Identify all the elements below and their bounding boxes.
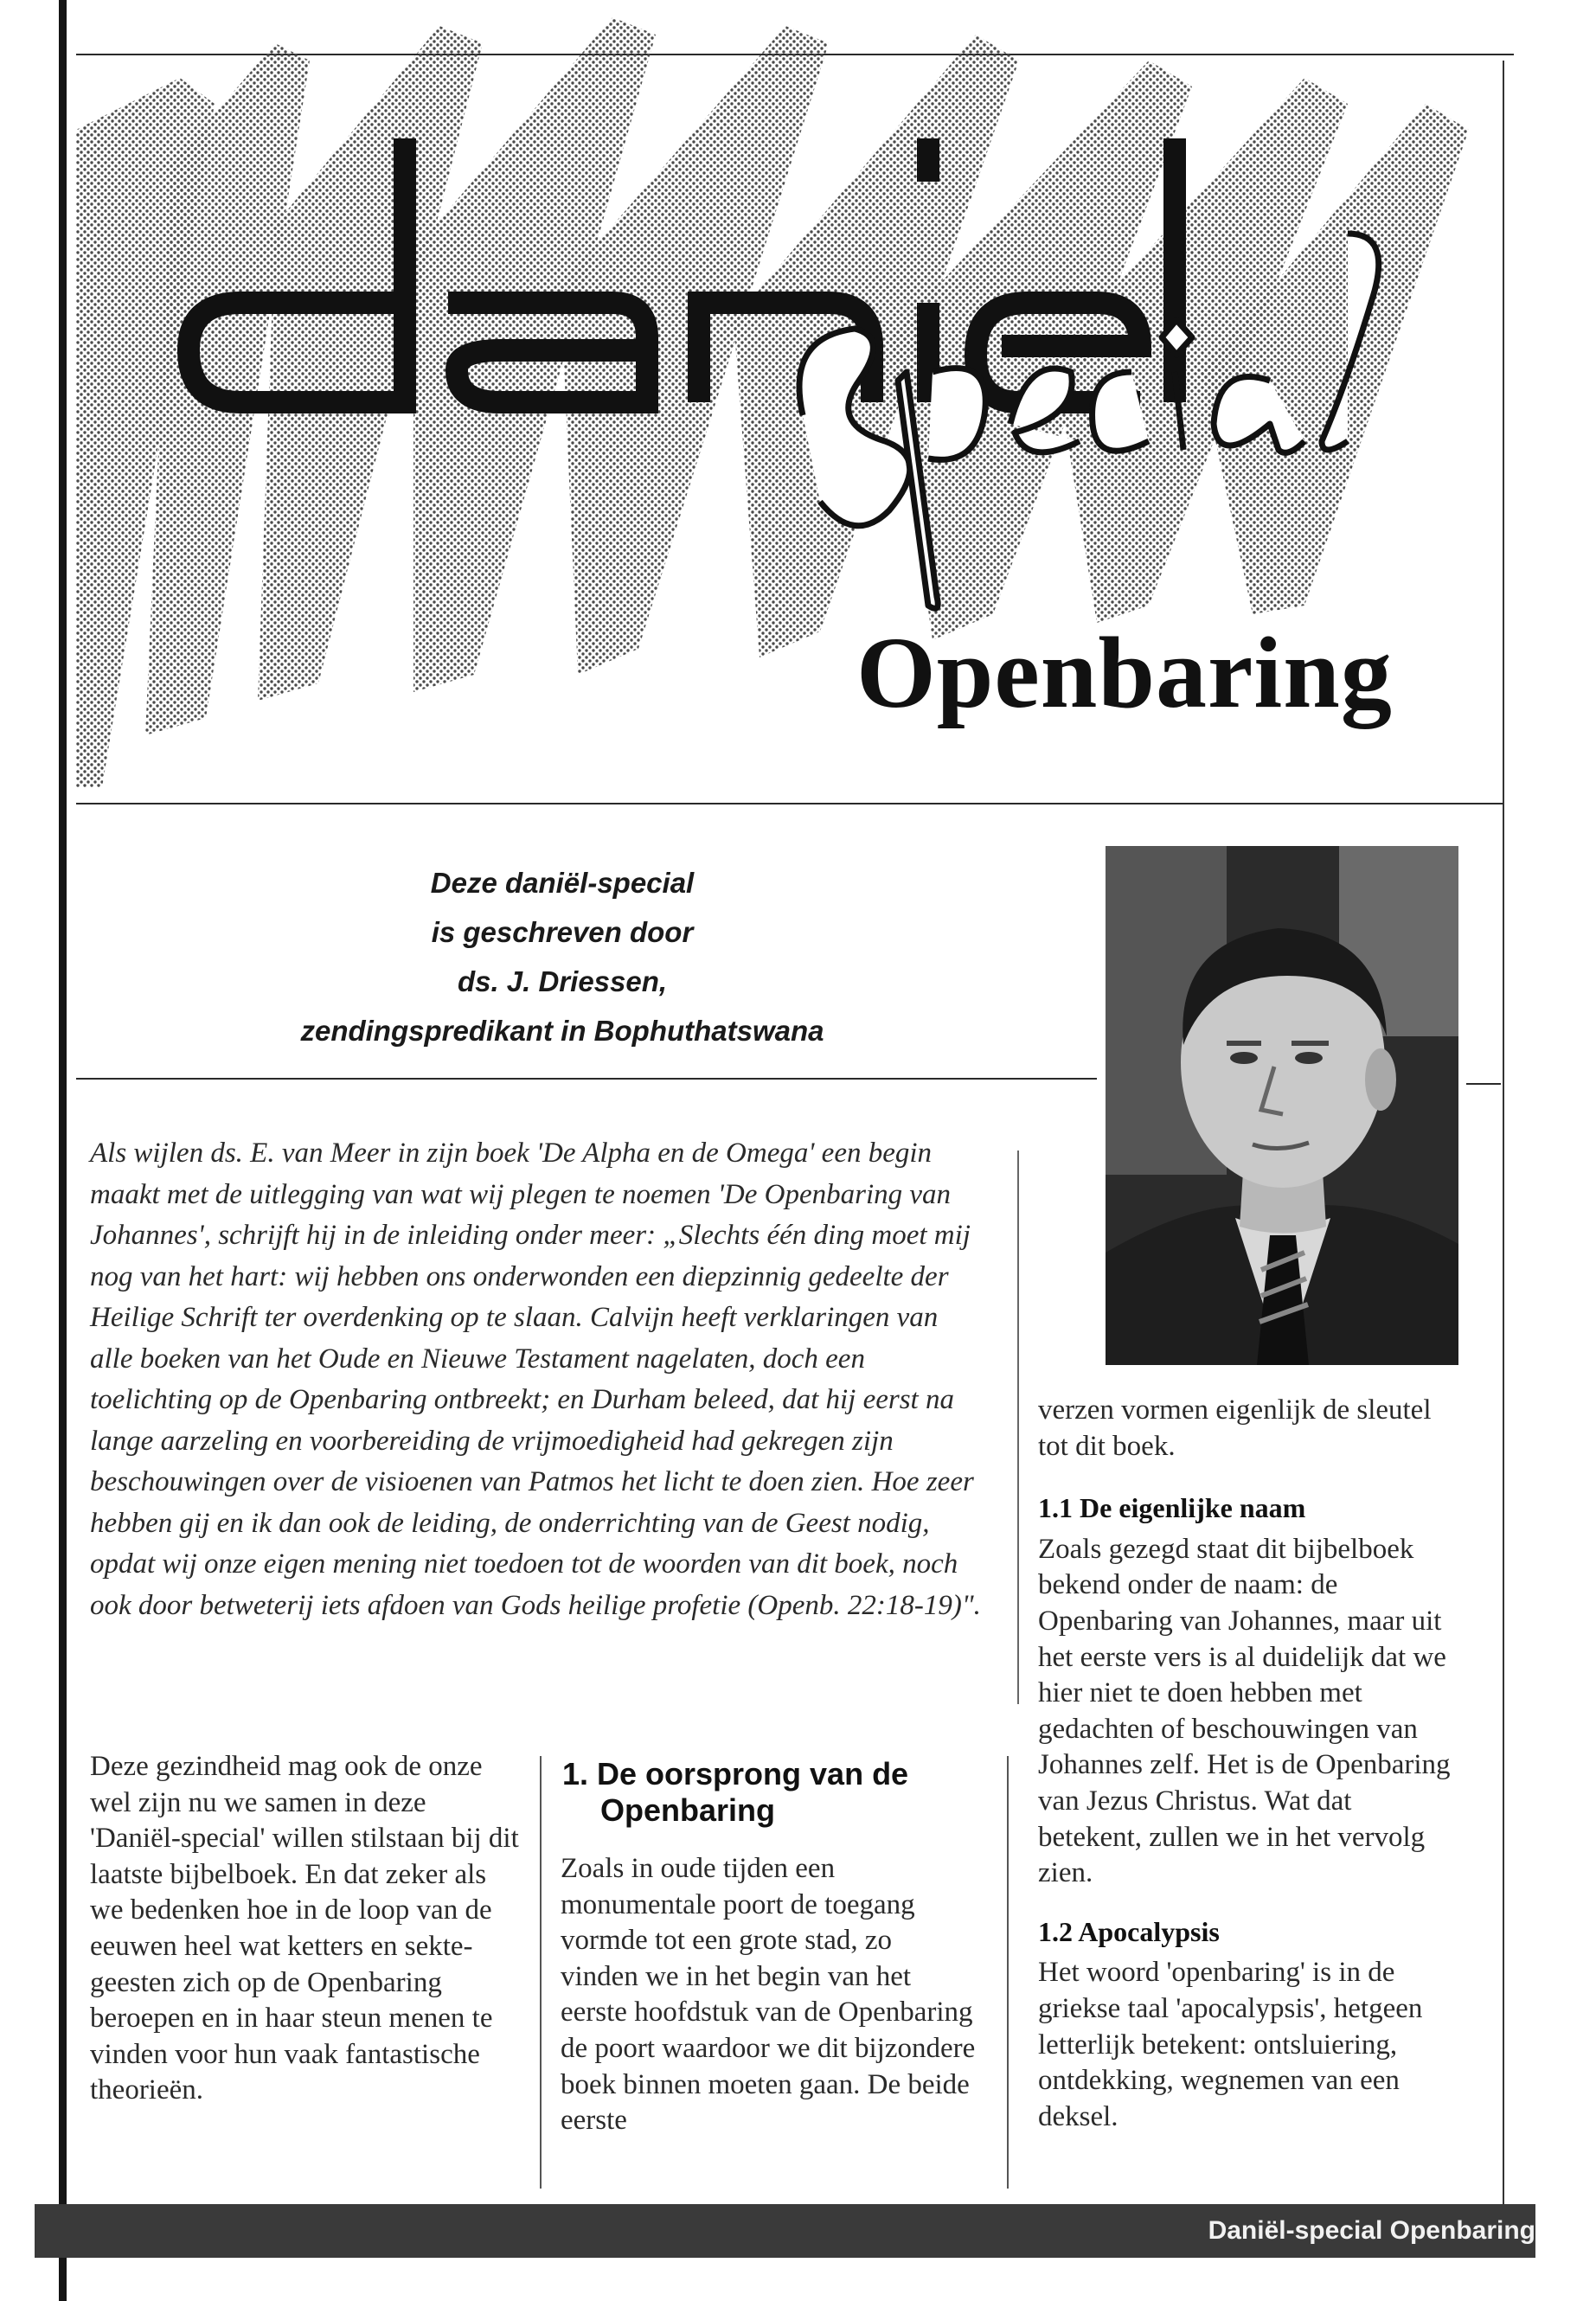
column-3-text-2: Het woord 'openbaring' is in de griekse taal 'apocalypsis', hetgeen letterlijk betekent: ontsluiering, ontdekking, wegnemen van een deksel. xyxy=(1038,1957,1423,2132)
column-divider-2 xyxy=(1007,1756,1009,2189)
section-heading-1-line-2: Openbaring xyxy=(600,1792,776,1828)
byline-line-1: Deze daniël-special xyxy=(430,867,695,899)
intro-side-rule xyxy=(1017,1150,1019,1704)
column-3 xyxy=(1038,1393,1453,2135)
author-photo xyxy=(1106,846,1458,1365)
column-3-lead-text: verzen vormen eigenlijk de sleutel tot dit boek. xyxy=(1038,1394,1432,1462)
column-3-text-1: Zoals gezegd staat dit bijbelboek bekend onder de naam: de Openbaring van Johannes, maar uit het eerste vers is al duidelijk dat we hier niet te doen hebben met gedachten of beschouwingen van Johannes zelf. Het is de Openbaring van Jezus Christus. Wat dat betekent, zullen we in het vervolg zien. xyxy=(1038,1533,1451,1889)
left-page-bar xyxy=(59,0,67,2301)
intro-quote: Als wijlen ds. E. van Meer in zijn boek 'De Alpha en de Omega' een begin maakt met de uitlegging van wat wij plegen te noemen 'De Openbaring van Johannes', schrijft hij in de inleiding onder meer: „Slechts één ding moet mij nog van het hart: wij hebben ons onderwonden een diepzinnig gedeelte der Heilige Schrift ter overdenking op te slaan. Calvijn heeft verklaringen van alle boeken van het Oude en Nieuwe Testament nagelaten, doch een toelichting op de Openbaring ontbreekt; en Durham beleed, dat hij eerst na lange aarzeling en voorbereiding de vrijmoedigheid had gekregen zijn beschouwingen over de visioenen van Patmos het licht te doen zien. Hoe zeer hebben gij en ik dan ook de leiding, de onderrichting van de Geest nodig, opdat wij onze eigen mening niet toedoen tot de woorden van dit boek, noch ook door betweterij iets afdoen van Gods heilige profetie (Openb. 22:18-19)". xyxy=(90,1138,981,1621)
page-title: Openbaring xyxy=(856,616,1393,729)
section-heading-1 xyxy=(562,1756,977,1829)
footer-text: Daniël-special Openbaring xyxy=(1208,2216,1535,2245)
column-1-text: Deze gezindheid mag ook de onze wel zijn nu we samen in deze 'Daniël-special' willen stilstaan bij dit laatste bijbelboek. En dat zeker als we bedenken hoe in de loop van de eeuwen heel wat ketters en sekte-geesten zich op de Openbaring beroepen en in haar steun menen te vinden voor hun vaak fantastische theorieën. xyxy=(90,1751,519,2106)
byline-line-4: zendingspredikant in Bophuthatswana xyxy=(300,1015,824,1047)
masthead-bottom-rule xyxy=(76,803,1503,804)
byline xyxy=(130,858,995,1055)
column-divider-1 xyxy=(540,1756,542,2189)
subheading-1-2: 1.2 Apocalypsis xyxy=(1038,1915,1220,1947)
section-heading-1-line-1: 1. De oorsprong van de xyxy=(562,1756,909,1791)
byline-line-2: is geschreven door xyxy=(431,916,694,948)
subheading-1-1: 1.1 De eigenlijke naam xyxy=(1038,1492,1306,1524)
byline-line-3: ds. J. Driessen, xyxy=(457,965,668,997)
byline-bottom-rule-right xyxy=(1466,1083,1501,1085)
byline-bottom-rule xyxy=(76,1078,1097,1080)
column-2-text: Zoals in oude tijden een monumentale poort de toegang vormde tot een grote stad, zo vinden we in het begin van het eerste hoofdstuk van de Openbaring de poort waardoor we dit bijzondere boek binnen moeten gaan. De beide eerste xyxy=(561,1853,976,2137)
